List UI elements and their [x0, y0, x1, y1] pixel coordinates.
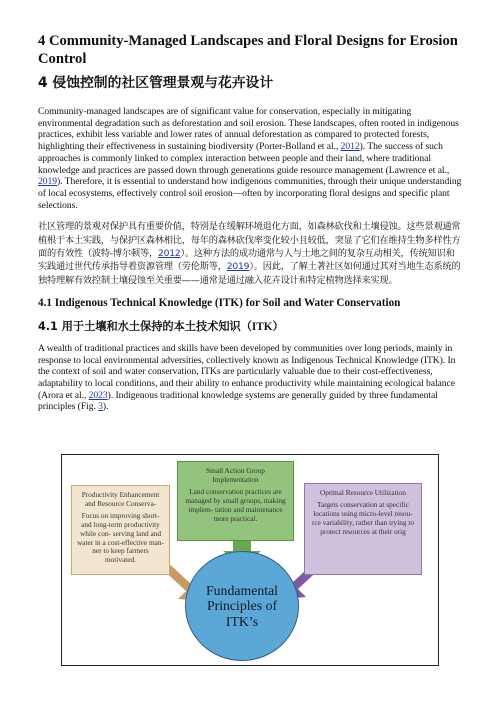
- box-body: Targets conservation at specific locations using micro-level resou- rce variability, rather than trying to protect resources at their orig: [311, 499, 415, 536]
- text-span: ）。因此，了解土著社区如何通过其对当地生态系统的独特理解有效控制土壤侵蚀至关重要——通常是通过融入花卉设计和特定植物选择来实现。: [38, 261, 461, 286]
- citation-link[interactable]: 2023: [88, 389, 108, 401]
- text-span: ). Therefore, it is essential to understand how indigenous communities, through their unique understanding of local ecosystems, effectively control soil erosion—often by incorporating floral designs and specific plant selections.: [38, 176, 462, 211]
- text-span: 社区管理的景观对保护具有重要价值，特别是在缓解环境退化方面，如森林砍伐和土壤侵蚀。这些景观通常植根于本土实践，与保护区森林相比，每年的森林砍伐率变化较小且较低，突显了它们在维持生物多样性方面的有效性（波特-博尔顿等，: [38, 221, 461, 259]
- text-span: ). Indigenous traditional knowledge systems are generally guided by three fundamental principles (Fig.: [38, 389, 438, 413]
- figure-link[interactable]: 3: [98, 401, 103, 413]
- text-span: 4.1 用于土壤和水土保持的本土技术知识（: [38, 319, 252, 333]
- subsection-title-cn: [38, 320, 462, 334]
- subsection-title-en: 4.1 Indigenous Technical Knowledge (ITK) for Soil and Water Conservation: [38, 296, 401, 309]
- article-page: [38, 32, 462, 422]
- citation-link[interactable]: 2019: [226, 261, 250, 273]
- paragraph-1-cn: [38, 220, 462, 286]
- itk-principles-figure: [61, 454, 439, 666]
- citation-link[interactable]: 2012: [157, 247, 181, 259]
- box-title: Productivity Enhancement and Resource Conserva-: [81, 490, 160, 508]
- text-span: ）: [272, 319, 284, 333]
- text-span: Community-managed landscapes are of significant value for conservation, especially in mitigating environmental degradation such as deforestation and soil erosion. These landscapes, often rooted in indigenous practices, exhibit less variable and lower rates of annual deforestation as compared to protected forests, highlighting their effectiveness in sustaining biodiversity (Porter-Bolland et al.,: [38, 106, 459, 153]
- section-title-cn: 4 侵蚀控制的社区管理景观与花卉设计: [38, 75, 274, 91]
- optimal-resource-box: [304, 483, 422, 575]
- text-span: ).: [102, 401, 109, 413]
- fundamental-principles-circle: [185, 551, 299, 661]
- text-span: ). The success of such approaches is commonly linked to complex interaction between people and their land, where traditional knowledge and practices are passed down through generations guide resource management (Lawrence et al.,: [38, 141, 450, 176]
- box-title: Small Action Group Implementation: [206, 466, 265, 484]
- text-span: A wealth of traditional practices and skills have been developed by communities over long periods, mainly in response to local environmental adversities, collectively known as Indigenous Technical Knowledge (ITK). In the context of soil and water conservation, ITKs are particularly valuable due to their cost-effectiveness, adaptability to local conditions, and their ability to enhance productivity while maintaining ecological balance (Arora et al.,: [38, 342, 456, 401]
- productivity-enhancement-box: [71, 485, 170, 575]
- box-title: Optimal Resource Utilization: [320, 488, 406, 497]
- text-span: ITK: [251, 320, 273, 333]
- text-span: ）。这种方法的成功通常与人与土地之间的复杂互动相关，传统知识和实践通过世代传承指导着资源管理（劳伦斯等，: [38, 247, 455, 273]
- section-title-en: 4 Community-Managed Landscapes and Floral Designs for Erosion Control: [38, 33, 458, 67]
- box-body: Focus on improving short- and long-term productivity while con- serving land and water in a cost-effective man- ner to keep farmers motivated.: [77, 510, 164, 565]
- box-body: Land conservation practices are managed by small groups, making implem- tation and maintenance more practical.: [185, 486, 286, 523]
- citation-link[interactable]: 2012: [340, 141, 360, 153]
- paragraph-2-en: [38, 343, 462, 413]
- paragraph-1-en: [38, 106, 462, 211]
- small-action-group-box: [177, 461, 294, 541]
- citation-link[interactable]: 2019: [38, 176, 57, 188]
- circle-label: Fundamental Principles of ITK’s: [205, 582, 279, 629]
